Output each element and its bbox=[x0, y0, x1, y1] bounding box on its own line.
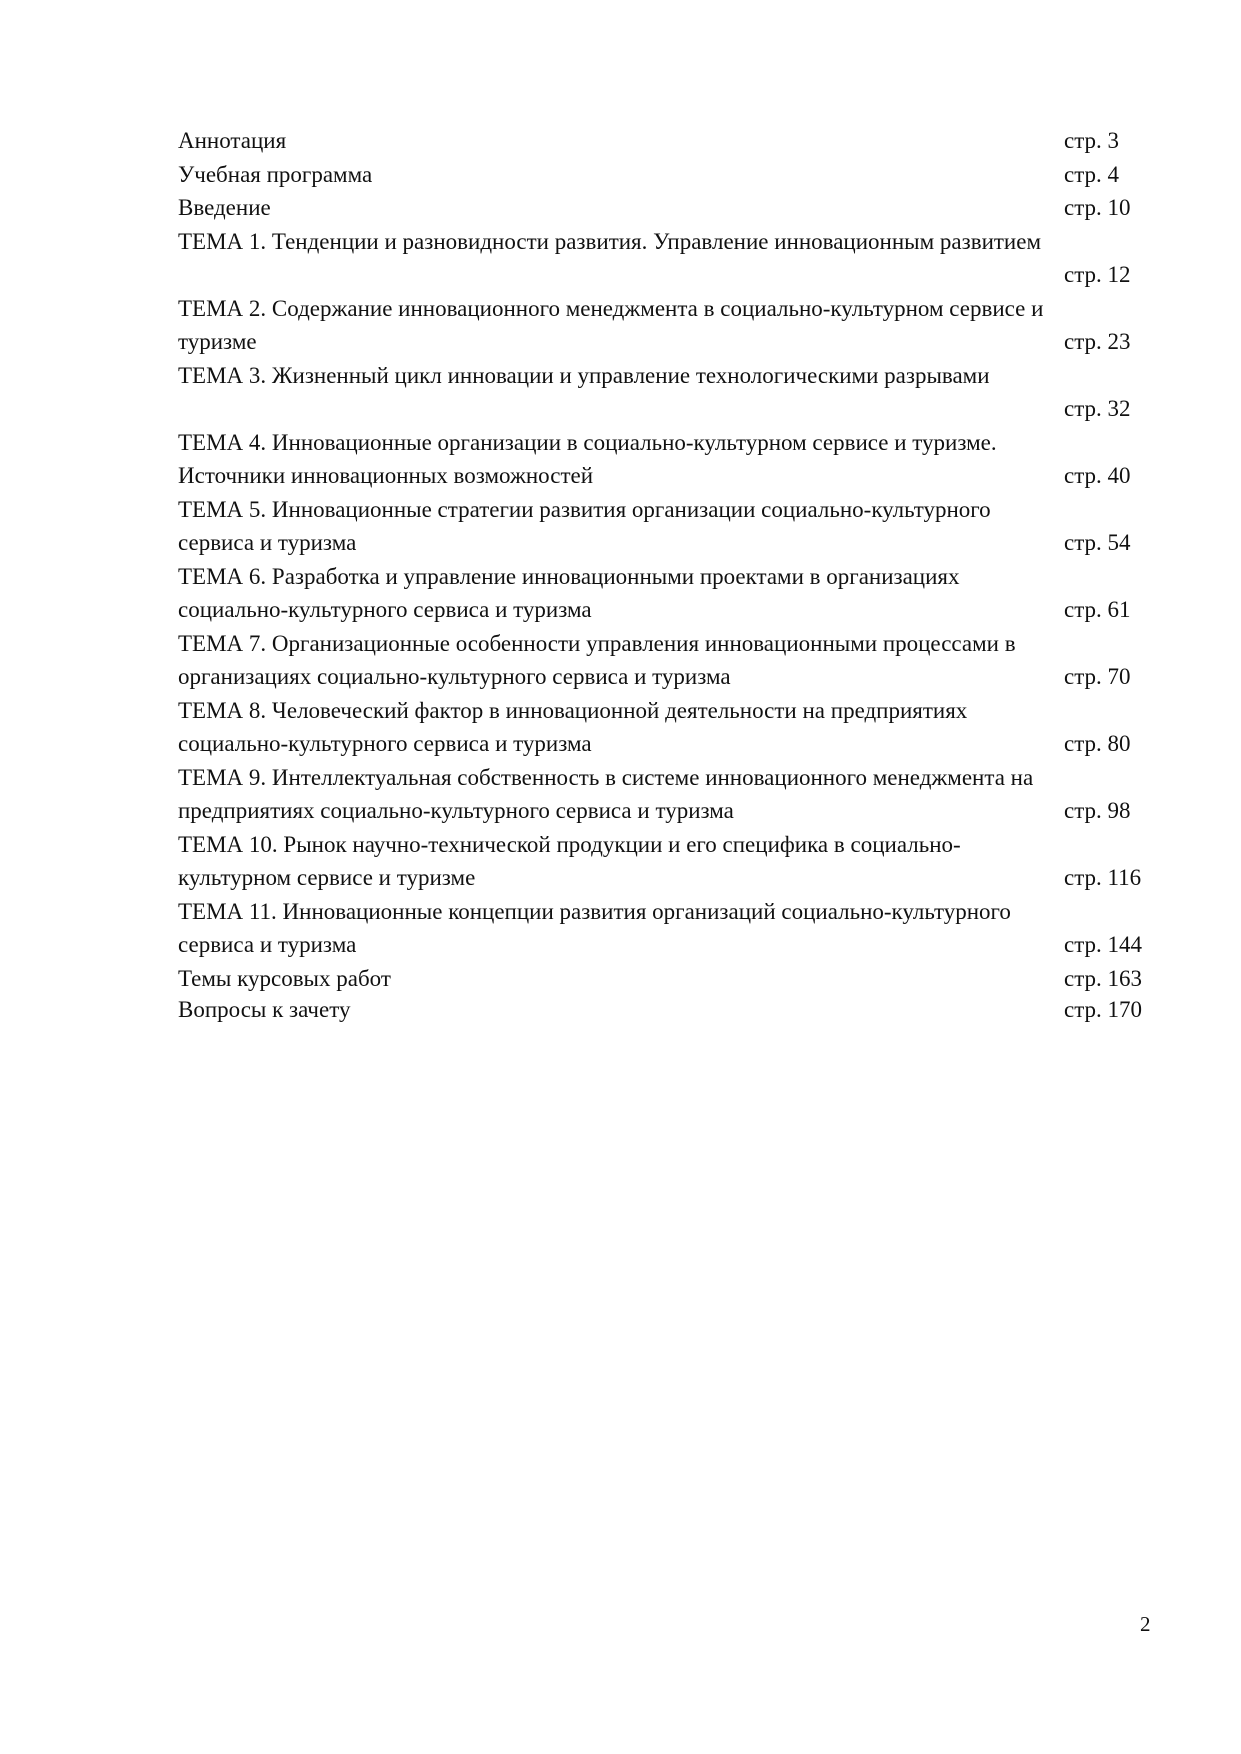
toc-entry-topic-5 bbox=[178, 493, 1158, 527]
toc-entry-title-continued: социально-культурного сервиса и туризма bbox=[178, 597, 592, 622]
toc-entry-topic-11 bbox=[178, 895, 1158, 929]
toc-entry-introduction bbox=[178, 191, 1158, 225]
toc-entry-title: ТЕМА 2. Содержание инновационного менеджмента в социально-культурном сервисе и bbox=[178, 295, 1044, 321]
toc-entry-title: Введение bbox=[178, 195, 271, 220]
toc-entry-page: стр. 144 bbox=[1064, 932, 1143, 957]
toc-entry-topic-9-page-line bbox=[178, 794, 1158, 828]
toc-entry-title: ТЕМА 10. Рынок научно-технической продукции и его специфика в социально- bbox=[178, 831, 961, 857]
toc-entry-title: ТЕМА 1. Тенденции и разновидности развития. Управление инновационным развитием bbox=[178, 228, 1041, 254]
toc-entry-coursework-topics bbox=[178, 962, 1158, 996]
page-number: 2 bbox=[1140, 1612, 1151, 1636]
toc-entry-topic-10-page-line bbox=[178, 861, 1158, 895]
toc-entry-title: ТЕМА 9. Интеллектуальная собственность в системе инновационного менеджмента на bbox=[178, 764, 1034, 790]
toc-entry-topic-6-page-line bbox=[178, 593, 1158, 627]
toc-entry-page: стр. 70 bbox=[1064, 664, 1131, 689]
toc-entry-page: стр. 54 bbox=[1064, 530, 1131, 555]
toc-entry-annotation bbox=[178, 124, 1158, 158]
toc-entry-title-continued: культурном сервисе и туризме bbox=[178, 865, 476, 890]
toc-entry-page: стр. 80 bbox=[1064, 731, 1131, 756]
toc-entry-title-continued: организациях социально-культурного сервиса и туризма bbox=[178, 664, 731, 689]
toc-entry-title: Учебная программа bbox=[178, 161, 373, 187]
toc-entry-title-continued: сервиса и туризма bbox=[178, 530, 357, 555]
toc-entry-topic-10 bbox=[178, 828, 1158, 862]
toc-entry-title: ТЕМА 3. Жизненный цикл инновации и управление технологическими разрывами bbox=[178, 362, 990, 388]
toc-entry-title-continued: Источники инновационных возможностей bbox=[178, 463, 594, 488]
toc-entry-title: Аннотация bbox=[178, 128, 287, 153]
toc-entry-topic-7-page-line bbox=[178, 660, 1158, 694]
toc-entry-title: Вопросы к зачету bbox=[178, 997, 351, 1022]
toc-entry-title: Темы курсовых работ bbox=[178, 965, 391, 991]
toc-entry-curriculum bbox=[178, 158, 1158, 192]
toc-entry-page: стр. 12 bbox=[1064, 262, 1131, 287]
toc-entry-topic-4-page-line bbox=[178, 459, 1158, 493]
toc-entry-page: стр. 163 bbox=[1064, 965, 1143, 991]
toc-entry-title-continued: туризме bbox=[178, 329, 257, 354]
toc-entry-page: стр. 4 bbox=[1064, 161, 1120, 187]
toc-entry-page: стр. 116 bbox=[1064, 865, 1142, 890]
toc-entry-topic-6 bbox=[178, 560, 1158, 594]
toc-entry-title: ТЕМА 4. Инновационные организации в социально-культурном сервисе и туризме. bbox=[178, 429, 997, 455]
toc-entry-topic-2 bbox=[178, 292, 1158, 326]
toc-entry-topic-3 bbox=[178, 359, 1158, 393]
toc-entry-page: стр. 23 bbox=[1064, 329, 1131, 354]
toc-entry-topic-4 bbox=[178, 426, 1158, 460]
toc-entry-topic-1 bbox=[178, 225, 1158, 259]
toc-entry-topic-8-page-line bbox=[178, 727, 1158, 761]
toc-entry-title: ТЕМА 7. Организационные особенности управления инновационными процессами в bbox=[178, 630, 1016, 656]
toc-entry-title-continued: социально-культурного сервиса и туризма bbox=[178, 731, 592, 756]
toc-entry-topic-1-page-line bbox=[178, 258, 1158, 292]
toc-entry-topic-5-page-line bbox=[178, 526, 1158, 560]
toc-entry-topic-9 bbox=[178, 761, 1158, 795]
toc-entry-topic-8 bbox=[178, 694, 1158, 728]
toc-entry-topic-11-page-line bbox=[178, 928, 1158, 962]
toc-entry-page: стр. 61 bbox=[1064, 597, 1131, 622]
toc-entry-page: стр. 170 bbox=[1064, 997, 1143, 1022]
toc-entry-page: стр. 40 bbox=[1064, 463, 1131, 488]
toc-entry-topic-3-page-line bbox=[178, 392, 1158, 426]
toc-entry-topic-2-page-line bbox=[178, 325, 1158, 359]
toc-entry-title: ТЕМА 6. Разработка и управление инновационными проектами в организациях bbox=[178, 563, 960, 589]
toc-entry-page: стр. 10 bbox=[1064, 195, 1131, 220]
toc-entry-exam-questions bbox=[178, 995, 1158, 1024]
table-of-contents bbox=[178, 124, 1158, 1024]
toc-entry-title: ТЕМА 8. Человеческий фактор в инновационной деятельности на предприятиях bbox=[178, 697, 968, 723]
toc-entry-page: стр. 3 bbox=[1064, 128, 1120, 153]
toc-entry-page: стр. 98 bbox=[1064, 798, 1131, 823]
toc-entry-page: стр. 32 bbox=[1064, 396, 1131, 421]
toc-entry-title-continued: предприятиях социально-культурного сервиса и туризма bbox=[178, 798, 734, 823]
toc-entry-title: ТЕМА 5. Инновационные стратегии развития организации социально-культурного bbox=[178, 496, 991, 522]
toc-entry-title-continued: сервиса и туризма bbox=[178, 932, 357, 957]
toc-entry-topic-7 bbox=[178, 627, 1158, 661]
toc-entry-title: ТЕМА 11. Инновационные концепции развития организаций социально-культурного bbox=[178, 898, 1011, 924]
